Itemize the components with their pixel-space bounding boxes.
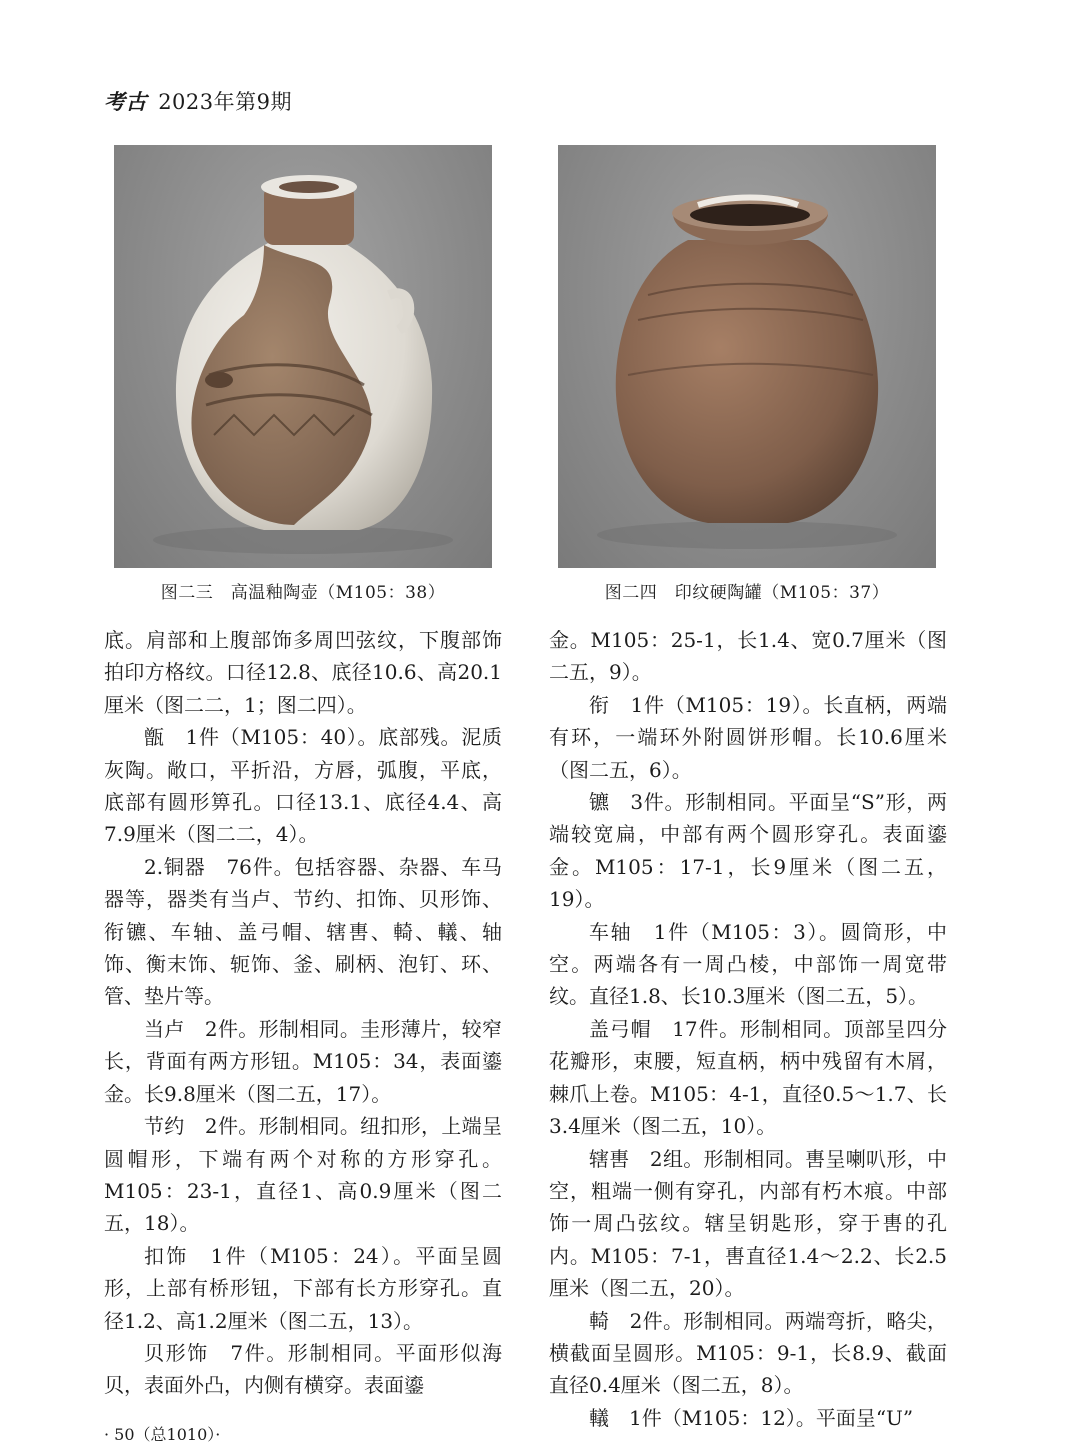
paragraph: 车轴 1件（M105：3）。圆筒形，中空。两端各有一周凸棱，中部饰一周宽带纹。直径1.8、长10.3厘米（图二五，5）。	[549, 919, 947, 1009]
paragraph: 金。M105：25-1，长1.4、宽0.7厘米（图二五，9）。	[549, 628, 947, 685]
text-column-left	[104, 624, 502, 1402]
issue-label: 2023年第9期	[158, 90, 292, 114]
paragraph: 盖弓帽 17件。形制相同。顶部呈四分花瓣形，束腰，短直柄，柄中残留有木屑，棘爪上卷。M105：4-1，直径0.5～1.7、长3.4厘米（图二五，10）。	[549, 1016, 947, 1139]
paragraph: 輢 2件。形制相同。两端弯折，略尖，横截面呈圆形。M105：9-1，长8.9、截面直径0.4厘米（图二五，8）。	[549, 1308, 947, 1398]
figure-caption: 图二四 印纹硬陶罐（M105：37）	[604, 583, 890, 603]
paragraph: 辖軎 2组。形制相同。軎呈喇叭形，中空，粗端一侧有穿孔，内部有朽木痕。中部饰一周凸弦纹。辖呈钥匙形，穿于軎的孔内。M105：7-1，軎直径1.4～2.2、长2.5厘米（图二五，20）。	[549, 1146, 947, 1301]
paragraph: 当卢 2件。形制相同。圭形薄片，较窄长，背面有两方形钮。M105：34，表面鎏金。长9.8厘米（图二五，17）。	[104, 1016, 502, 1106]
journal-name: 考古	[104, 89, 147, 114]
paragraph: 节约 2件。形制相同。纽扣形，上端呈圆帽形，下端有两个对称的方形穿孔。M105：23-1，直径1、高0.9厘米（图二五，18）。	[104, 1114, 502, 1236]
paragraph: 镳 3件。形制相同。平面呈“S”形，两端较宽扁，中部有两个圆形穿孔。表面鎏金。M105：17-1，长9厘米（图二五，19）。	[549, 790, 947, 912]
paragraph: 扣饰 1件（M105：24）。平面呈圆形，上部有桥形钮，下部有长方形穿孔。直径1.2、高1.2厘米（图二五，13）。	[104, 1243, 502, 1333]
page-number: · 50（总1010）·	[104, 1425, 221, 1444]
glazed-pottery-pot-image	[114, 145, 492, 568]
paragraph: 底。肩部和上腹部饰多周凹弦纹，下腹部饰拍印方格纹。口径12.8、底径10.6、高20.1厘米（图二二，1；图二四）。	[104, 628, 502, 717]
paragraph: 甑 1件（M105：40）。底部残。泥质灰陶。敞口，平折沿，方唇，弧腹，平底，底部有圆形箅孔。口径13.1、底径4.4、高7.9厘米（图二二，4）。	[104, 725, 502, 847]
text-column-right	[549, 624, 947, 1434]
paragraph: 贝形饰 7件。形制相同。平面形似海贝，表面外凸，内侧有横穿。表面鎏	[104, 1340, 502, 1398]
figure-caption: 图二三 高温釉陶壶（M105：38）	[160, 583, 446, 603]
figure-stamped-jar	[558, 145, 936, 568]
running-header	[104, 86, 292, 116]
paragraph: 2.铜器 76件。包括容器、杂器、车马器等，器类有当卢、节约、扣饰、贝形饰、衔镳、车轴、盖弓帽、辖軎、輢、轙、轴饰、衡末饰、轭饰、釜、刷柄、泡钉、环、管、垫片等。	[104, 854, 502, 1009]
figure-glazed-pot	[114, 145, 492, 568]
paragraph: 轙 1件（M105：12）。平面呈“U”	[589, 1405, 914, 1430]
stamped-pottery-jar-image	[558, 145, 936, 568]
paragraph: 衔 1件（M105：19）。长直柄，两端有环，一端环外附圆饼形帽。长10.6厘米（图二五，6）。	[549, 692, 947, 782]
